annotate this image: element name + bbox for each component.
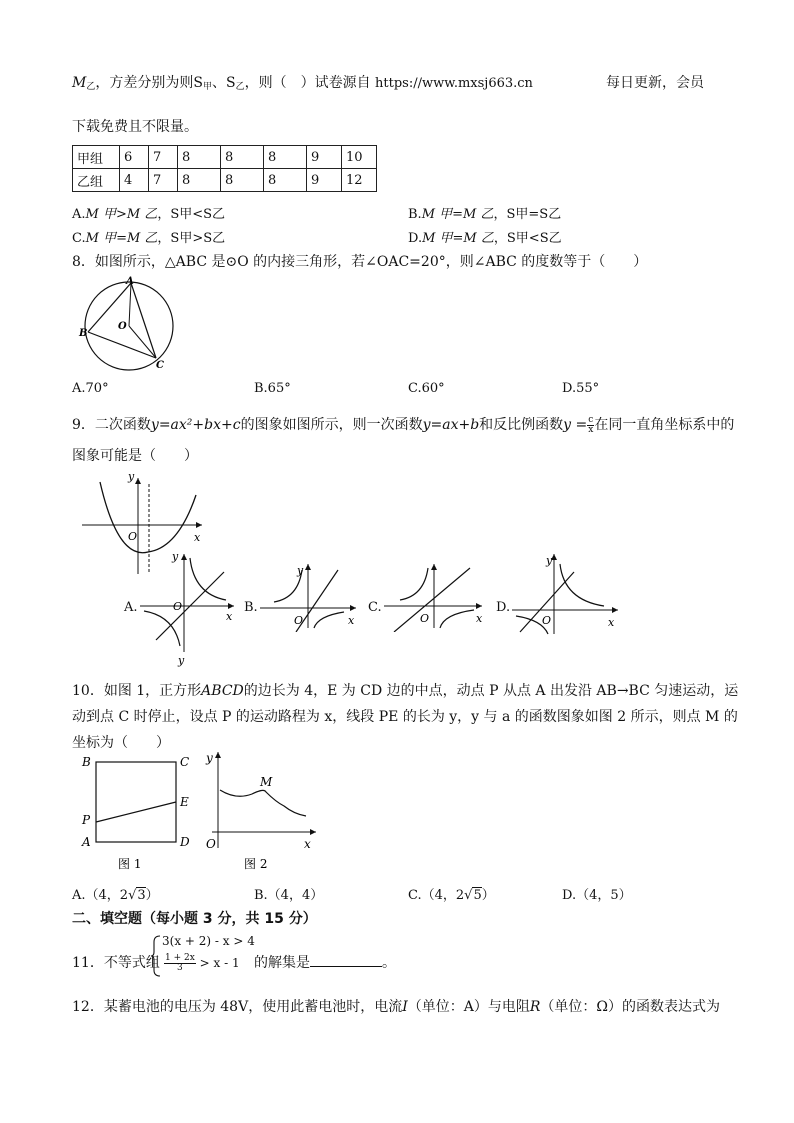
axis-x-label: x — [304, 837, 311, 851]
label-b: B — [79, 328, 88, 339]
q10-line1 — [72, 680, 738, 700]
option-variance-relation: S甲>S乙 — [170, 231, 226, 246]
table-cell: 9 — [307, 146, 342, 169]
option-letter: D. — [408, 231, 423, 246]
q11-inequality-2 — [164, 954, 240, 973]
fraction-numerator: 1 + 2x — [165, 953, 195, 963]
origin-label: O — [294, 614, 304, 627]
q9-choice-d-graph — [512, 550, 622, 636]
x-axis-arrow — [612, 607, 618, 613]
origin-label: O — [173, 600, 183, 613]
figure-2-caption: 图 2 — [244, 857, 268, 871]
q7-line1 — [72, 72, 533, 92]
segment-pe — [96, 802, 176, 822]
fraction-numerator: c — [588, 414, 594, 425]
q9-line2: 图象可能是（ ） — [72, 448, 198, 464]
q7-url: https://www.mxsj663.cn — [375, 76, 533, 91]
x-axis-arrow — [310, 829, 316, 835]
q11-brace — [150, 934, 162, 978]
option-mean-relation: M 甲=M 乙 — [422, 231, 494, 246]
option-letter: B. — [408, 207, 422, 222]
table-cell: 8 — [178, 146, 221, 169]
table-cell: 7 — [149, 146, 178, 169]
y-axis-arrow — [135, 478, 141, 484]
q9-quadratic: y=ax²+bx+c — [150, 417, 241, 433]
hyperbola-branch-1 — [560, 564, 604, 606]
table-row — [73, 169, 377, 192]
label-b: B — [82, 755, 91, 769]
hyperbola-branch-2 — [144, 611, 180, 646]
option-variance-relation: S甲<S乙 — [170, 207, 226, 222]
q11-suffix — [254, 952, 396, 972]
q7-option-a: A.M 甲>M 乙，S甲<S乙 — [72, 207, 226, 222]
sqrt-radicand: 3 — [137, 888, 146, 903]
label-c: C — [156, 360, 164, 371]
q8-option-d: D.55° — [562, 381, 600, 396]
q12-line — [72, 996, 720, 1016]
q11-text: 的解集是 — [254, 955, 310, 971]
option-text: A.（4，2 — [72, 888, 129, 903]
table-row-label: 乙组 — [73, 169, 120, 192]
label-e: E — [180, 795, 189, 809]
label-p: P — [82, 813, 91, 827]
label-d: D — [180, 835, 190, 849]
q8-option-c: C.60° — [408, 381, 445, 396]
square-abcd — [96, 762, 176, 842]
table-cell: 7 — [149, 169, 178, 192]
q10-figure-1 — [76, 752, 196, 874]
q9-choice-d-letter: D. — [496, 600, 511, 615]
q10-option-c — [408, 884, 495, 903]
hyperbola-branch-1 — [190, 558, 226, 600]
axis-y-label-bottom: y — [178, 654, 185, 667]
y-axis-arrow — [181, 554, 187, 560]
side-bc — [88, 332, 156, 358]
figure-1-caption: 图 1 — [118, 857, 142, 871]
q9-choice-b-graph — [260, 562, 364, 632]
q9-text: 的图象如图所示，则一次函数 — [240, 417, 423, 433]
axis-y-label: y — [172, 550, 179, 563]
y-axis-arrow — [431, 564, 437, 570]
table-cell: 8 — [264, 169, 307, 192]
section-2-heading: 二、填空题（每小题 3 分，共 15 分） — [72, 911, 317, 927]
table-cell: 4 — [120, 169, 149, 192]
q12-text: （单位：A）与电阻 — [407, 999, 530, 1015]
q7-line1-end: 每日更新，会员 — [606, 75, 704, 91]
origin-label: O — [542, 614, 552, 627]
q7-s-yi-sub: 乙 — [235, 82, 245, 92]
q12-text: （单位：Ω）的函数表达式为 — [540, 999, 721, 1015]
axis-y-label: y — [128, 470, 135, 483]
q11-text: 。 — [382, 955, 396, 971]
table-cell: 6 — [120, 146, 149, 169]
y-axis-arrow — [305, 564, 311, 570]
q10-option-a — [72, 884, 159, 903]
sqrt-symbol: √ — [464, 888, 473, 903]
q7-line2: 下载免费且不限量。 — [72, 119, 198, 135]
option-text: ） — [145, 888, 159, 903]
table-cell: 8 — [221, 146, 264, 169]
axis-x-label: x — [608, 616, 615, 629]
axis-x-label: x — [226, 610, 233, 623]
q9-choice-a-letter: A. — [124, 600, 138, 615]
origin-label: O — [206, 837, 216, 851]
label-a: A — [82, 835, 91, 849]
q10-line2: 动到点 C 时停止，设点 P 的运动路程为 x，线段 PE 的长为 y，y 与 a 的函数图象如图 2 所示，则点 M 的 — [72, 709, 738, 725]
x-axis-arrow — [476, 603, 482, 609]
x-axis-arrow — [228, 603, 234, 609]
q11-prefix: 11．不等式组 — [72, 955, 160, 971]
option-mean-relation: M 甲=M 乙 — [421, 207, 494, 222]
table-cell: 9 — [307, 169, 342, 192]
q8-option-b: B.65° — [254, 381, 291, 396]
segment-oa — [129, 283, 131, 326]
left-brace — [151, 936, 160, 976]
q11-inequality-2-rhs: > x - 1 — [199, 956, 240, 970]
table-cell: 10 — [342, 146, 377, 169]
table-row — [73, 146, 377, 169]
q10-option-b: B.（4，4） — [254, 888, 324, 903]
parabola-curve — [100, 482, 196, 553]
q8-circle-figure — [76, 276, 186, 372]
hyperbola-branch-2 — [440, 610, 474, 628]
answer-blank[interactable] — [310, 954, 382, 967]
q7-line1-mid: ，方差分别为则S — [95, 75, 203, 91]
fraction-denominator: x — [588, 424, 594, 435]
label-c: C — [180, 755, 190, 769]
q9-choice-a-graph — [140, 548, 240, 668]
fraction-denominator: 3 — [177, 963, 183, 973]
label-a: A — [126, 276, 134, 287]
origin-label: O — [420, 612, 430, 625]
q7-option-c: C.M 甲=M 乙，S甲>S乙 — [72, 231, 226, 246]
x-axis-arrow — [196, 522, 202, 528]
table-cell: 8 — [178, 169, 221, 192]
function-curve — [220, 790, 306, 816]
q10-square-name: ABCD — [201, 683, 244, 699]
option-mean-relation: M 甲>M 乙 — [85, 207, 158, 222]
sqrt-symbol: √ — [128, 888, 137, 903]
side-ac — [131, 283, 156, 358]
q10-text: 的边长为 4，E 为 CD 边的中点，动点 P 从点 A 出发沿 AB→BC 匀速运动，运 — [243, 683, 739, 699]
q9-text: 9．二次函数 — [72, 417, 151, 433]
q7-s-sep: 、S — [211, 75, 236, 91]
axis-x-label: x — [476, 612, 483, 625]
q9-choice-b-letter: B. — [244, 600, 258, 615]
axis-y-label: y — [206, 751, 213, 765]
option-variance-relation: S甲=S乙 — [506, 207, 562, 222]
axis-y-label: y — [297, 564, 304, 577]
table-cell: 8 — [264, 146, 307, 169]
label-o: O — [118, 321, 127, 332]
q9-choice-c-graph — [384, 562, 490, 632]
q12-text: 12．某蓄电池的电压为 48V，使用此蓄电池时，电流 — [72, 999, 403, 1015]
axis-x-label: x — [348, 614, 355, 627]
q9-choice-c-letter: C. — [368, 600, 382, 615]
option-mean-relation: M 甲=M 乙 — [85, 231, 158, 246]
q9-reciprocal-lhs: y = — [563, 417, 588, 433]
hyperbola-branch-1 — [400, 568, 428, 600]
origin-label: O — [128, 530, 138, 543]
q7-s-jia-sub: 甲 — [202, 82, 212, 92]
option-letter: C. — [72, 231, 86, 246]
q9-linear: y=ax+b — [422, 417, 480, 433]
table-cell: 12 — [342, 169, 377, 192]
q11-inequality-1: 3(x + 2) - x > 4 — [162, 934, 255, 948]
q9-text: 和反比例函数 — [479, 417, 564, 433]
q10-line3: 坐标为（ ） — [72, 735, 170, 751]
option-variance-relation: S甲<S乙 — [506, 231, 562, 246]
q7-data-table — [72, 145, 377, 192]
q8-question: 8．如图所示，△ABC 是⊙O 的内接三角形，若∠OAC=20°，则∠ABC 的度数等于（ ） — [72, 254, 648, 270]
q7-m-symbol: M — [72, 75, 87, 91]
q10-text: 10．如图 1，正方形 — [72, 683, 202, 699]
linear-line — [394, 568, 470, 632]
q12-resistance-symbol: R — [529, 999, 541, 1015]
axis-x-label: x — [194, 531, 201, 544]
point-m-label: M — [260, 775, 273, 789]
q7-line1-tail: ，则（ ）试卷源自 — [244, 75, 371, 91]
option-text: ） — [481, 888, 495, 903]
x-axis-arrow — [350, 605, 356, 611]
sqrt-radicand: 5 — [473, 888, 482, 903]
q7-m-sub: 乙 — [86, 82, 96, 92]
table-cell: 8 — [221, 169, 264, 192]
y-axis-arrow — [215, 752, 221, 758]
table-row-label: 甲组 — [73, 146, 120, 169]
axis-y-label: y — [546, 554, 553, 567]
q11-fraction — [164, 954, 196, 973]
q7-option-b: B.M 甲=M 乙，S甲=S乙 — [408, 207, 562, 222]
option-text: C.（4，2 — [408, 888, 465, 903]
q8-option-a: A.70° — [72, 381, 109, 396]
hyperbola-branch-2 — [314, 612, 344, 628]
q9-text: 在同一直角坐标系中的 — [594, 417, 735, 433]
option-letter: A. — [72, 207, 86, 222]
q10-figure-2 — [204, 748, 324, 874]
q7-option-d: D.M 甲=M 乙，S甲<S乙 — [408, 231, 562, 246]
q9-line1 — [72, 414, 734, 435]
q10-option-d: D.（4，5） — [562, 888, 632, 903]
q12-current-symbol: I — [402, 999, 408, 1015]
